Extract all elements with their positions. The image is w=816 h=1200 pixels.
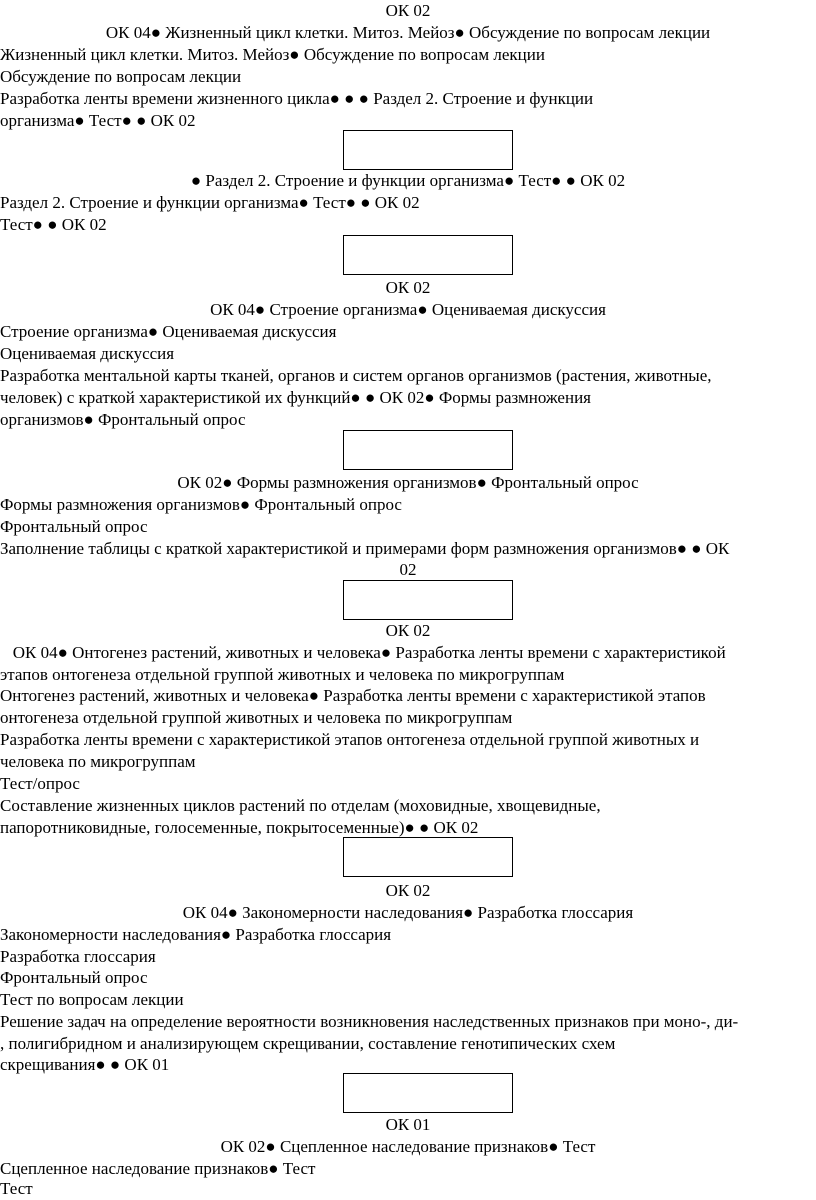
- text-line: ОК 04● Жизненный цикл клетки. Митоз. Мейоз● Обсуждение по вопросам лекции: [105, 23, 711, 42]
- text-line: скрещивания● ● ОК 01: [0, 1055, 170, 1074]
- text-line: ОК 01: [385, 1115, 431, 1134]
- blank-box: [343, 430, 513, 470]
- text-line: Жизненный цикл клетки. Митоз. Мейоз● Обсуждение по вопросам лекции: [0, 45, 545, 64]
- text-line: Разработка глоссария: [0, 947, 156, 966]
- text-line: этапов онтогенеза отдельной группой животных и человека по микрогруппам: [0, 665, 565, 684]
- text-line: Решение задач на определение вероятности возникновения наследственных признаков при моно-, ди-: [0, 1012, 739, 1031]
- text-line: онтогенеза отдельной группой животных и человека по микрогруппам: [0, 708, 513, 727]
- text-line: ОК 02● Сцепленное наследование признаков● Тест: [220, 1137, 596, 1156]
- text-line: ОК 04● Закономерности наследования● Разработка глоссария: [182, 903, 634, 922]
- text-line: Разработка ленты времени жизненного цикла● ● ● Раздел 2. Строение и функции: [0, 89, 594, 108]
- text-line: ОК 04● Строение организма● Оцениваемая дискуссия: [210, 300, 606, 319]
- text-line: Формы размножения организмов● Фронтальный опрос: [0, 495, 402, 514]
- text-line: Составление жизненных циклов растений по отделам (моховидные, хвощевидные,: [0, 796, 601, 815]
- text-line: Закономерности наследования● Разработка глоссария: [0, 925, 392, 944]
- text-line: Раздел 2. Строение и функции организма● Тест● ● ОК 02: [0, 193, 420, 212]
- blank-box: [343, 580, 513, 620]
- text-line: Оцениваемая дискуссия: [0, 344, 175, 363]
- text-line: Тест● ● ОК 02: [0, 215, 107, 234]
- text-line: Тест по вопросам лекции: [0, 990, 184, 1009]
- text-line: Тест: [0, 1179, 33, 1198]
- text-line: человек) с краткой характеристикой их функций● ● ОК 02● Формы размножения: [0, 388, 591, 407]
- blank-box: [343, 235, 513, 275]
- blank-box: [343, 130, 513, 170]
- text-line: , полигибридном и анализирующем скрещивании, составление генотипических схем: [0, 1034, 616, 1053]
- text-line: Сцепленное наследование признаков● Тест: [0, 1159, 316, 1178]
- blank-box: [343, 1073, 513, 1113]
- text-line: ОК 02: [385, 1, 431, 20]
- text-line: Тест/опрос: [0, 774, 80, 793]
- text-line: ОК 04● Онтогенез растений, животных и человека● Разработка ленты времени с характеристикой: [0, 643, 726, 662]
- text-line: папоротниковидные, голосеменные, покрытосеменные)● ● ОК 02: [0, 818, 479, 837]
- text-line: Разработка ментальной карты тканей, органов и систем органов организмов (растения, животные,: [0, 366, 712, 385]
- text-line: 02: [399, 560, 417, 579]
- text-line: ОК 02● Формы размножения организмов● Фронтальный опрос: [177, 473, 639, 492]
- text-line: ОК 02: [385, 278, 431, 297]
- text-line: Разработка ленты времени с характеристикой этапов онтогенеза отдельной группой животных и: [0, 730, 700, 749]
- text-line: Заполнение таблицы с краткой характеристикой и примерами форм размножения организмов● ● ОК: [0, 539, 730, 558]
- text-line: человека по микрогруппам: [0, 752, 196, 771]
- text-line: Обсуждение по вопросам лекции: [0, 67, 242, 86]
- blank-box: [343, 837, 513, 877]
- text-line: Фронтальный опрос: [0, 517, 148, 536]
- text-line: ● Раздел 2. Строение и функции организма● Тест● ● ОК 02: [190, 171, 626, 190]
- text-line: Онтогенез растений, животных и человека● Разработка ленты времени с характеристикой этапов: [0, 686, 706, 705]
- text-line: организма● Тест● ● ОК 02: [0, 111, 196, 130]
- text-line: ОК 02: [385, 621, 431, 640]
- text-line: Фронтальный опрос: [0, 968, 148, 987]
- text-line: ОК 02: [385, 881, 431, 900]
- text-line: Строение организма● Оцениваемая дискуссия: [0, 322, 337, 341]
- text-line: организмов● Фронтальный опрос: [0, 410, 246, 429]
